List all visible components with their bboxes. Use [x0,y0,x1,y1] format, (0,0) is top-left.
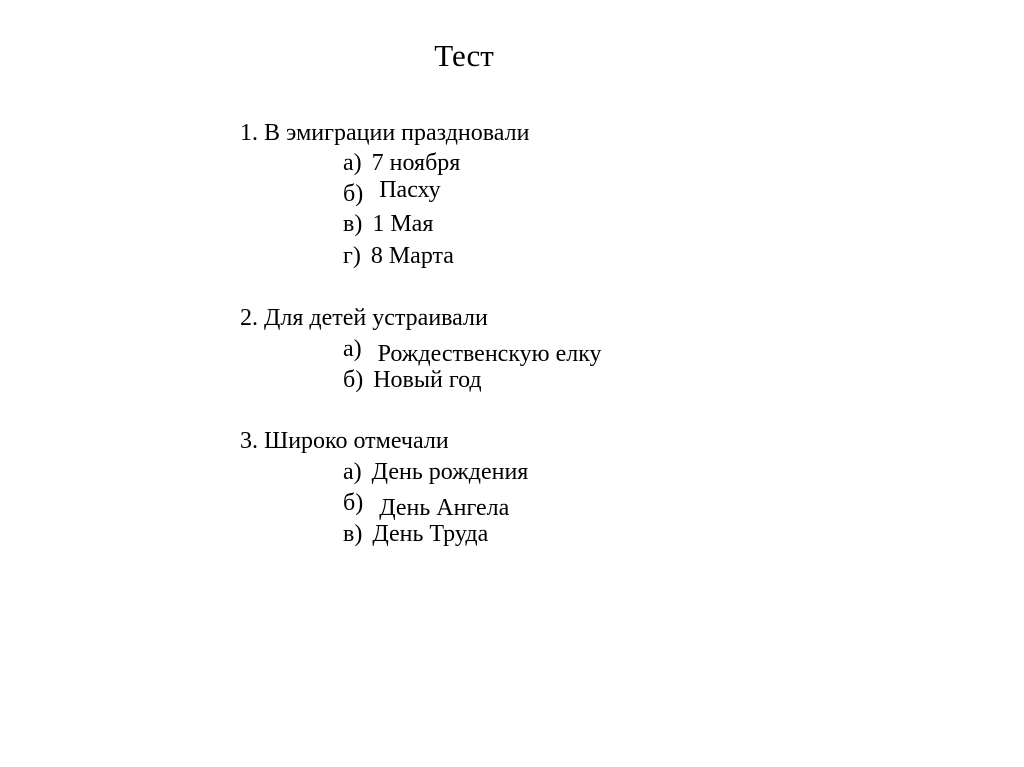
option-text: 7 ноября [371,150,461,176]
question-3-text: 3. Широко отмечали [240,428,449,454]
option-text: День Ангела [379,495,510,521]
page-title: Тест [434,38,494,73]
option-label: б) [343,181,364,207]
option-label: г) [343,243,361,269]
question-3-option-c [343,520,488,548]
question-3-option-b [343,489,510,521]
option-label: б) [343,490,364,516]
question-1-option-b [343,177,441,208]
option-text: День Труда [372,521,489,547]
question-1-option-d [343,242,454,270]
option-text: Пасху [379,177,441,203]
option-text: Рождественскую елку [377,341,602,367]
option-label: б) [343,367,364,393]
option-text: 8 Марта [370,243,454,269]
question-2-option-a [343,335,602,367]
option-label: в) [343,521,363,547]
option-text: Новый год [373,367,482,393]
option-label: а) [343,459,362,485]
option-label: а) [343,336,362,362]
option-text: День рождения [371,459,529,485]
option-text: 1 Мая [372,211,434,237]
question-1-text: 1. В эмиграции праздновали [240,120,530,146]
question-2-option-b [343,366,482,394]
question-2-text: 2. Для детей устраивали [240,305,488,331]
question-1-option-c [343,210,433,238]
question-1-option-a [343,149,460,177]
option-label: а) [343,150,362,176]
option-label: в) [343,211,363,237]
question-3-option-a [343,458,528,486]
